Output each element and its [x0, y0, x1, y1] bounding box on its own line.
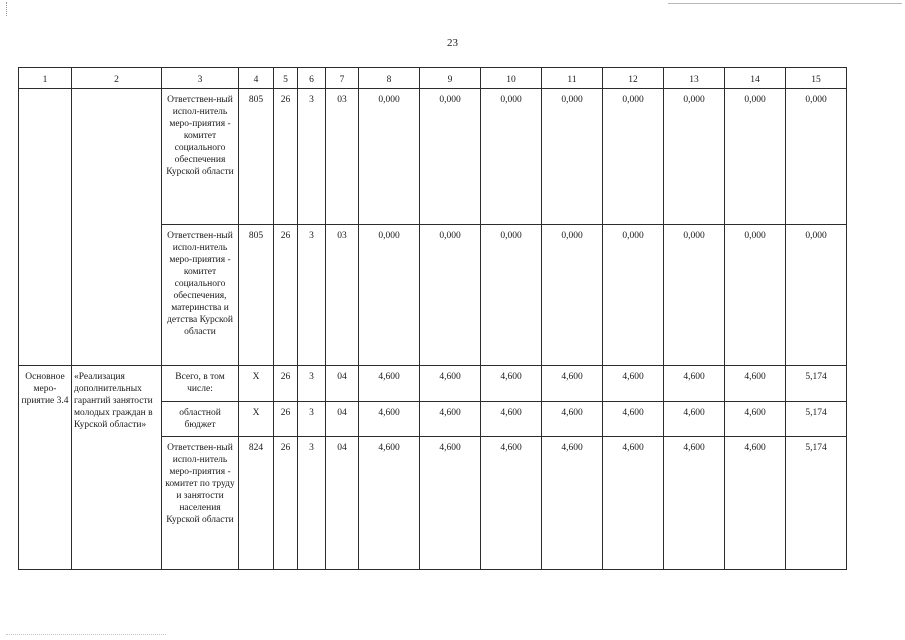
code-cell: 805 — [239, 225, 274, 366]
code-cell: 26 — [274, 366, 298, 402]
executor-cell: Ответствен-ный испол-нитель меро-приятия - комитет социального обеспечения Курской области — [162, 89, 239, 225]
code-cell: 3 — [298, 89, 326, 225]
value-cell: 5,174 — [786, 366, 847, 402]
header-cell: 3 — [162, 68, 239, 89]
value-cell: 0,000 — [786, 89, 847, 225]
value-cell: 0,000 — [725, 89, 786, 225]
value-cell: 4,600 — [603, 437, 664, 570]
value-cell: 0,000 — [481, 89, 542, 225]
header-cell: 6 — [298, 68, 326, 89]
value-cell: 4,600 — [481, 437, 542, 570]
program-funding-table — [18, 67, 847, 570]
scan-artifact-mark — [6, 2, 9, 16]
code-cell: 03 — [326, 225, 359, 366]
top-rule — [668, 3, 902, 4]
value-cell: 0,000 — [420, 225, 481, 366]
value-cell: 0,000 — [603, 89, 664, 225]
value-cell: 0,000 — [786, 225, 847, 366]
footer-scan-mark — [6, 634, 166, 635]
value-cell: 4,600 — [725, 366, 786, 402]
page-number: 23 — [447, 37, 458, 49]
header-cell: 4 — [239, 68, 274, 89]
value-cell: 0,000 — [420, 89, 481, 225]
measure-number-cell: Основное меро-приятие 3.4 — [19, 366, 72, 570]
code-cell: X — [239, 402, 274, 437]
value-cell: 4,600 — [664, 402, 725, 437]
value-cell: 5,174 — [786, 437, 847, 570]
code-cell: 3 — [298, 402, 326, 437]
value-cell: 4,600 — [542, 402, 603, 437]
header-cell: 13 — [664, 68, 725, 89]
executor-cell: Ответствен-ный испол-нитель меро-приятия - комитет социального обеспечения, материнства и детства Курской области — [162, 225, 239, 366]
code-cell: 04 — [326, 402, 359, 437]
header-cell: 11 — [542, 68, 603, 89]
column-number-row — [19, 68, 847, 89]
header-cell: 9 — [420, 68, 481, 89]
value-cell: 0,000 — [359, 225, 420, 366]
value-cell: 4,600 — [420, 437, 481, 570]
value-cell: 0,000 — [542, 89, 603, 225]
code-cell: 26 — [274, 89, 298, 225]
header-cell: 2 — [72, 68, 162, 89]
value-cell: 0,000 — [603, 225, 664, 366]
value-cell: 0,000 — [481, 225, 542, 366]
measure-title-cell: «Реализация дополнительных гарантий занятости молодых граждан в Курской области» — [72, 366, 162, 570]
empty-cell — [72, 89, 162, 366]
executor-cell: Ответствен-ный испол-нитель меро-приятия - комитет по труду и занятости населения Курской области — [162, 437, 239, 570]
header-cell: 7 — [326, 68, 359, 89]
value-cell: 4,600 — [481, 366, 542, 402]
value-cell: 4,600 — [542, 366, 603, 402]
value-cell: 4,600 — [359, 402, 420, 437]
value-cell: 5,174 — [786, 402, 847, 437]
value-cell: 4,600 — [664, 437, 725, 570]
header-cell: 8 — [359, 68, 420, 89]
code-cell: 26 — [274, 225, 298, 366]
code-cell: 3 — [298, 225, 326, 366]
code-cell: X — [239, 366, 274, 402]
value-cell: 0,000 — [664, 225, 725, 366]
value-cell: 4,600 — [420, 402, 481, 437]
empty-cell — [19, 89, 72, 366]
value-cell: 4,600 — [359, 366, 420, 402]
header-cell: 1 — [19, 68, 72, 89]
value-cell: 4,600 — [481, 402, 542, 437]
code-cell: 805 — [239, 89, 274, 225]
value-cell: 4,600 — [603, 366, 664, 402]
value-cell: 4,600 — [359, 437, 420, 570]
value-cell: 4,600 — [664, 366, 725, 402]
value-cell: 4,600 — [725, 402, 786, 437]
value-cell: 4,600 — [603, 402, 664, 437]
header-cell: 12 — [603, 68, 664, 89]
value-cell: 4,600 — [420, 366, 481, 402]
value-cell: 0,000 — [359, 89, 420, 225]
executor-cell: Всего, в том числе: — [162, 366, 239, 402]
header-cell: 14 — [725, 68, 786, 89]
value-cell: 4,600 — [725, 437, 786, 570]
header-cell: 10 — [481, 68, 542, 89]
value-cell: 0,000 — [542, 225, 603, 366]
code-cell: 824 — [239, 437, 274, 570]
code-cell: 26 — [274, 402, 298, 437]
value-cell: 0,000 — [725, 225, 786, 366]
executor-cell: областной бюджет — [162, 402, 239, 437]
code-cell: 04 — [326, 366, 359, 402]
code-cell: 04 — [326, 437, 359, 570]
code-cell: 26 — [274, 437, 298, 570]
value-cell: 0,000 — [664, 89, 725, 225]
code-cell: 3 — [298, 366, 326, 402]
header-cell: 15 — [786, 68, 847, 89]
header-cell: 5 — [274, 68, 298, 89]
code-cell: 3 — [298, 437, 326, 570]
value-cell: 4,600 — [542, 437, 603, 570]
code-cell: 03 — [326, 89, 359, 225]
table-row — [19, 366, 847, 402]
table-row — [19, 89, 847, 225]
